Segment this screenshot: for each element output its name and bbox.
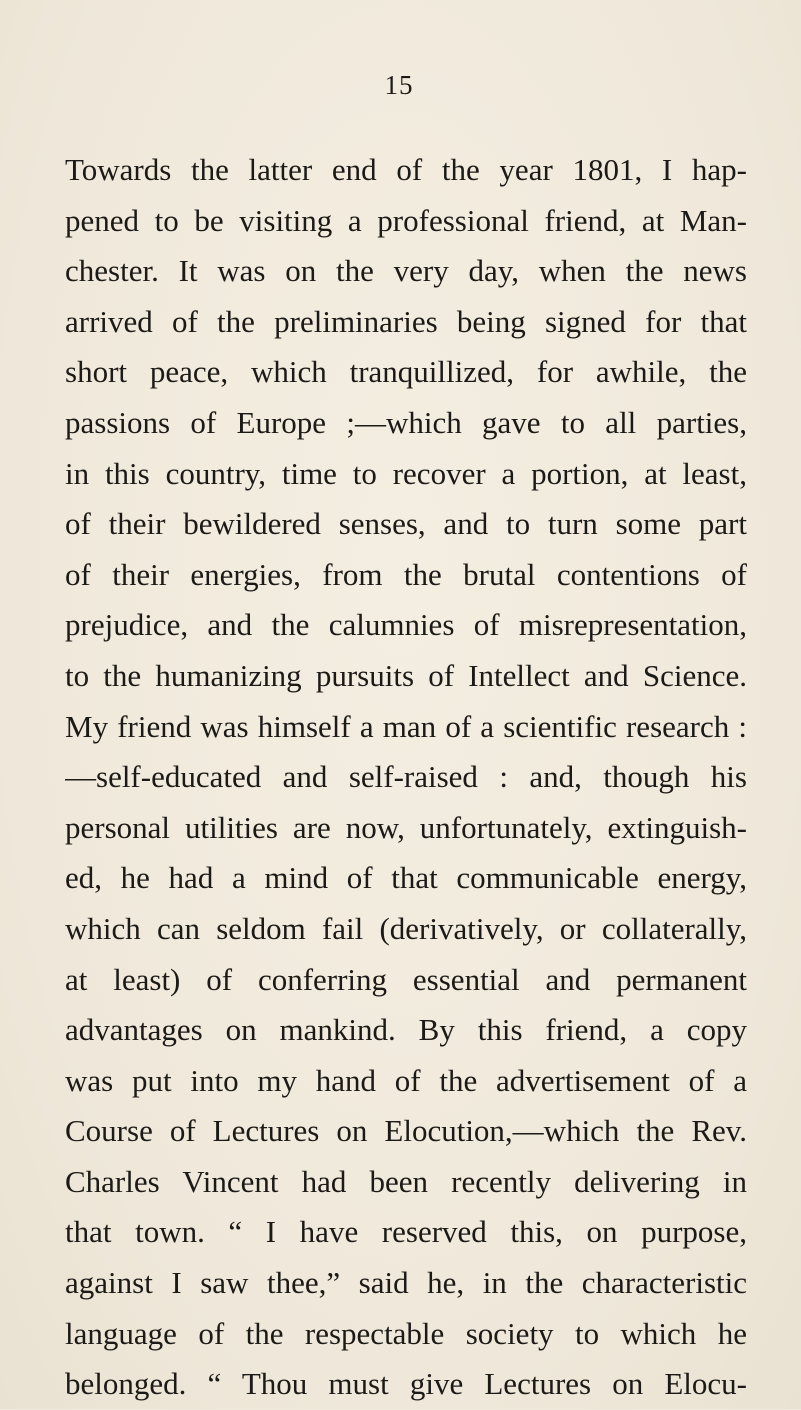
text-line: was put into my hand of the advertisement of a bbox=[65, 1062, 747, 1098]
text-line: against I saw thee,” said he, in the characteristic bbox=[65, 1265, 747, 1301]
text-line: Course of Lectures on Elocution,—which the Rev. bbox=[65, 1113, 747, 1149]
text-line: pened to be visiting a professional friend, at Man- bbox=[65, 202, 747, 238]
text-line: My friend was himself a man of a scientific research : bbox=[65, 708, 747, 744]
text-line: advantages on mankind. By this friend, a copy bbox=[65, 1012, 747, 1048]
text-line: of their energies, from the brutal contentions of bbox=[65, 556, 747, 592]
text-line: language of the respectable society to which he bbox=[65, 1315, 747, 1351]
text-line: in this country, time to recover a portion, at least, bbox=[65, 455, 747, 491]
text-line: at least) of conferring essential and permanent bbox=[65, 961, 747, 997]
text-line: belonged. “ Thou must give Lectures on Elocu- bbox=[65, 1366, 747, 1402]
text-line: chester. It was on the very day, when the news bbox=[65, 253, 747, 289]
text-line: which can seldom fail (derivatively, or collaterally, bbox=[65, 910, 747, 946]
text-line: —self-educated and self-raised : and, though his bbox=[65, 759, 747, 795]
text-line: Towards the latter end of the year 1801, I hap- bbox=[65, 152, 747, 187]
text-line: arrived of the preliminaries being signed for that bbox=[65, 303, 747, 339]
page-number: 15 bbox=[384, 70, 414, 100]
text-line: Charles Vincent had been recently delivering in bbox=[65, 1163, 747, 1199]
body-text bbox=[65, 145, 747, 1410]
text-line: short peace, which tranquillized, for awhile, the bbox=[65, 354, 747, 390]
text-line: to the humanizing pursuits of Intellect and Science. bbox=[65, 657, 747, 693]
text-line: personal utilities are now, unfortunately, extinguish- bbox=[65, 809, 747, 845]
text-line: prejudice, and the calumnies of misrepresentation, bbox=[65, 607, 747, 643]
text-line: passions of Europe ;—which gave to all parties, bbox=[65, 404, 747, 440]
text-line: ed, he had a mind of that communicable energy, bbox=[65, 860, 747, 896]
text-line: of their bewildered senses, and to turn some part bbox=[65, 506, 747, 542]
text-line: that town. “ I have reserved this, on purpose, bbox=[65, 1214, 747, 1250]
